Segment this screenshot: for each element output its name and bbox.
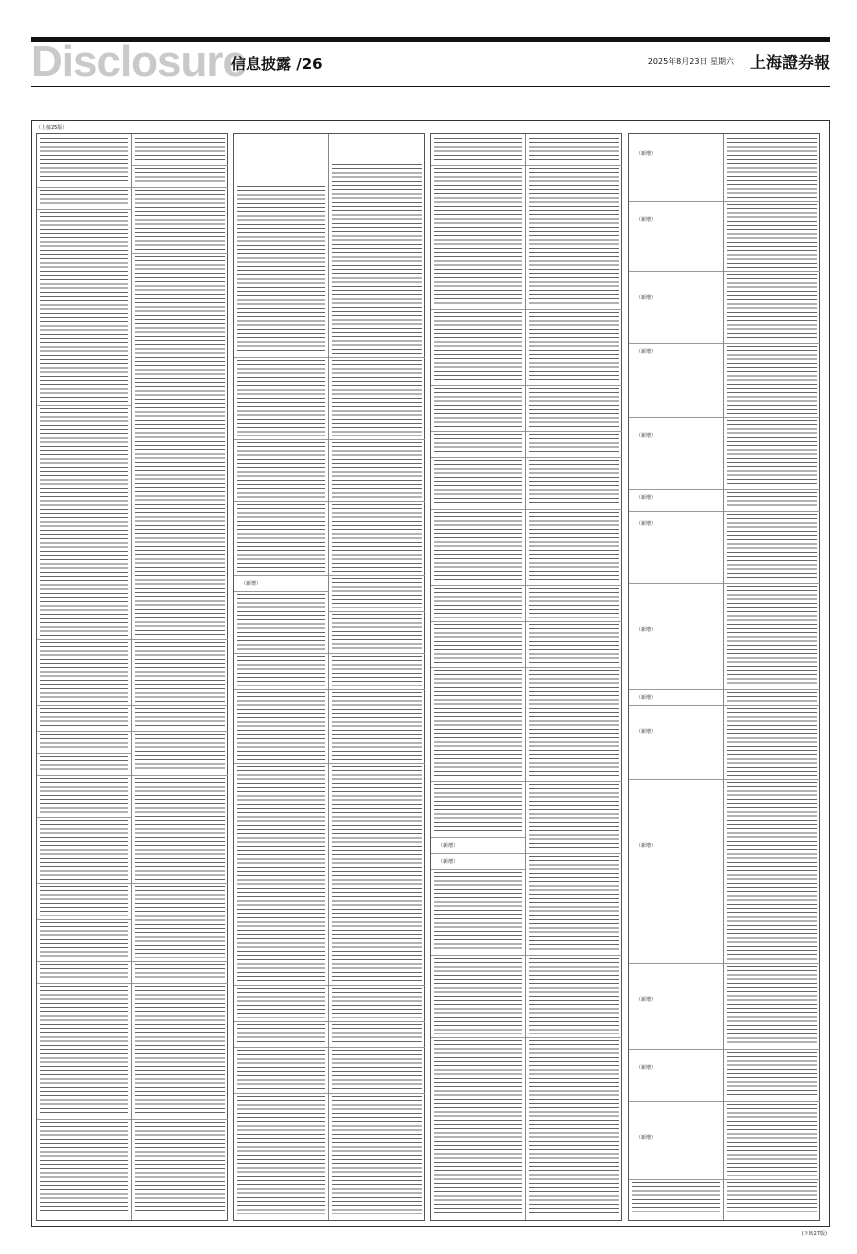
revision-note: （新增）	[636, 217, 657, 223]
clause-block	[237, 1050, 325, 1090]
masthead	[31, 37, 830, 86]
clause-block	[40, 1122, 128, 1214]
clause-block	[727, 492, 817, 508]
clause-block	[727, 1104, 817, 1176]
clause-block	[529, 434, 619, 454]
clause-block	[332, 442, 422, 498]
clause-block	[40, 190, 128, 206]
clause-block	[332, 614, 422, 650]
clause-block	[529, 856, 619, 952]
original-text-column	[431, 134, 526, 1220]
clause-block	[632, 514, 720, 527]
clause-block	[434, 460, 522, 506]
revision-note: （新增）	[636, 1065, 657, 1071]
clause-block	[40, 734, 128, 750]
notice-column-3	[430, 133, 622, 1221]
revision-note: （新增）	[636, 295, 657, 301]
clause-block	[727, 708, 817, 776]
section-title: 信息披露 /26	[231, 55, 323, 73]
revision-note: （新增）	[636, 1135, 657, 1141]
issue-date: 2025年8月23日 星期六	[647, 57, 734, 66]
revision-note: （新增）	[241, 581, 262, 587]
clause-block	[40, 820, 128, 880]
original-text-column	[629, 134, 724, 1220]
clause-block	[434, 624, 522, 664]
clause-block	[135, 886, 225, 958]
clause-block	[529, 138, 619, 162]
original-text-column	[37, 134, 132, 1220]
clause-block	[40, 708, 128, 728]
clause-block	[632, 346, 720, 356]
clause-block	[529, 670, 619, 778]
clause-block	[434, 388, 522, 428]
clause-block	[434, 588, 522, 618]
clause-block	[237, 594, 325, 650]
clause-block	[632, 420, 720, 439]
clause-block	[332, 766, 422, 982]
clause-block	[529, 958, 619, 1034]
clause-block	[332, 656, 422, 686]
clause-block	[434, 670, 522, 778]
clause-block	[237, 692, 325, 760]
clause-block	[529, 512, 619, 582]
clause-block	[632, 586, 720, 633]
clause-block	[237, 578, 325, 588]
clause-block	[237, 504, 325, 572]
clause-block	[237, 186, 325, 354]
clause-block	[727, 204, 817, 268]
revision-note: （新增）	[636, 997, 657, 1003]
clause-block	[529, 588, 619, 618]
clause-block	[40, 408, 128, 636]
clause-block	[529, 1040, 619, 1214]
notice-column-4	[628, 133, 820, 1221]
revision-note: （新增）	[438, 843, 459, 849]
revised-text-column	[724, 134, 820, 1220]
revised-text-column	[329, 134, 425, 1220]
clause-block	[332, 360, 422, 436]
clause-block	[135, 986, 225, 1116]
clause-block	[40, 212, 128, 402]
clause-block	[135, 642, 225, 702]
clause-block	[434, 1040, 522, 1214]
clause-block	[237, 656, 325, 686]
brand-title: Disclosure	[31, 37, 246, 86]
clause-block	[727, 1182, 817, 1212]
revision-note: （新增）	[636, 521, 657, 527]
revision-note: （新增）	[636, 349, 657, 355]
revised-text-column	[526, 134, 622, 1220]
clause-block	[434, 784, 522, 834]
clause-block	[135, 1122, 225, 1214]
clause-block	[632, 1182, 720, 1212]
clause-block	[135, 138, 225, 162]
clause-block	[727, 692, 817, 702]
clause-block	[40, 922, 128, 958]
clause-block	[434, 138, 522, 162]
clause-block	[135, 190, 225, 250]
revised-text-column	[132, 134, 228, 1220]
clause-block	[332, 692, 422, 760]
clause-block	[632, 204, 720, 223]
revision-note: （新增）	[636, 433, 657, 439]
clause-block	[727, 1052, 817, 1098]
clause-block	[529, 388, 619, 428]
clause-block	[632, 782, 720, 849]
clause-block	[632, 274, 720, 301]
clause-block	[727, 274, 817, 340]
clause-block	[632, 1104, 720, 1141]
clause-block	[135, 708, 225, 728]
clause-block	[434, 958, 522, 1034]
clause-block	[727, 514, 817, 580]
clause-block	[135, 256, 225, 636]
revision-note: （新增）	[636, 695, 657, 701]
clause-block	[529, 312, 619, 382]
clause-block	[40, 756, 128, 772]
clause-block	[529, 460, 619, 506]
clause-block	[632, 1052, 720, 1071]
clause-block	[135, 778, 225, 880]
clause-block	[135, 734, 225, 772]
clause-block	[40, 642, 128, 702]
clause-block	[135, 168, 225, 184]
clause-block	[632, 692, 720, 702]
clause-block	[40, 964, 128, 980]
clause-block	[727, 586, 817, 686]
paper-logo: 上海證券報	[749, 53, 830, 72]
clause-block	[632, 138, 720, 157]
clause-block	[332, 1024, 422, 1044]
revision-note: （新增）	[636, 495, 657, 501]
clause-block	[727, 966, 817, 1046]
clause-block	[434, 856, 522, 866]
continued-from-tag: （上接25版）	[36, 125, 68, 131]
revision-note: （新增）	[636, 843, 657, 849]
clause-block	[434, 434, 522, 454]
revision-note: （新增）	[636, 627, 657, 633]
masthead-bottom-rule	[31, 86, 830, 87]
clause-block	[434, 872, 522, 952]
clause-block	[529, 624, 619, 664]
clause-block	[727, 420, 817, 486]
clause-block	[237, 988, 325, 1018]
clause-block	[40, 778, 128, 814]
revision-note: （新增）	[438, 859, 459, 865]
clause-block	[332, 988, 422, 1018]
clause-block	[237, 1096, 325, 1214]
clause-block	[332, 504, 422, 572]
clause-block	[727, 782, 817, 960]
clause-block	[237, 360, 325, 436]
clause-block	[237, 766, 325, 982]
continued-to-tag: (下转27版)	[801, 1231, 827, 1237]
clause-block	[727, 138, 817, 198]
clause-block	[434, 840, 522, 850]
notice-column-2	[233, 133, 425, 1221]
clause-block	[237, 1024, 325, 1044]
clause-block	[632, 492, 720, 502]
notice-column-1	[36, 133, 228, 1221]
clause-block	[332, 1050, 422, 1090]
clause-block	[40, 886, 128, 916]
clause-block	[332, 578, 422, 608]
clause-block	[434, 168, 522, 306]
clause-block	[40, 138, 128, 184]
clause-block	[632, 708, 720, 735]
clause-block	[434, 312, 522, 382]
clause-block	[135, 964, 225, 980]
revision-note: （新增）	[636, 729, 657, 735]
clause-block	[727, 346, 817, 414]
revision-note: （新增）	[636, 151, 657, 157]
clause-block	[332, 164, 422, 354]
clause-block	[529, 784, 619, 850]
clause-block	[40, 986, 128, 1116]
original-text-column	[234, 134, 329, 1220]
clause-block	[529, 168, 619, 306]
clause-block	[632, 966, 720, 1003]
clause-block	[332, 1096, 422, 1214]
clause-block	[434, 512, 522, 582]
clause-block	[237, 442, 325, 498]
